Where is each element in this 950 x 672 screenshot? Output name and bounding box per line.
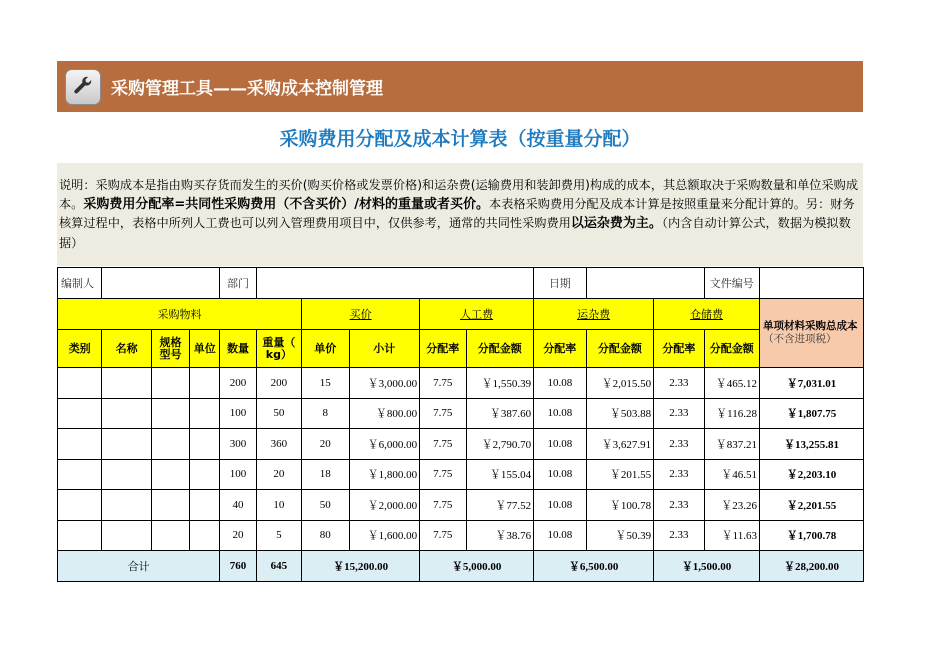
col-labor-rate: 分配率 — [420, 330, 466, 368]
cell-spec[interactable] — [151, 368, 189, 399]
totals-grand: ￥28,200.00 — [760, 551, 864, 582]
cell-unit[interactable] — [190, 520, 220, 551]
cell-spec[interactable] — [151, 490, 189, 521]
cell-freight-amount: ￥3,627.91 — [586, 429, 654, 460]
cell-unit[interactable] — [190, 398, 220, 429]
cell-spec[interactable] — [151, 398, 189, 429]
cell-freight-amount: ￥503.88 — [586, 398, 654, 429]
cell-subtotal: ￥1,800.00 — [349, 459, 420, 490]
cost-table — [57, 267, 864, 582]
cell-weight[interactable]: 50 — [256, 398, 301, 429]
wrench-glyph — [72, 76, 94, 98]
dept-label: 部门 — [220, 268, 256, 299]
totals-row — [58, 551, 864, 582]
col-subtotal: 小计 — [349, 330, 420, 368]
cell-storage-rate: 2.33 — [654, 490, 704, 521]
file-no-label: 文件编号 — [704, 268, 759, 299]
description-text-1: 说明：采购成本是指由购买存货而发生的买价(购买价格或发票价格)和运杂费(运输费用和装卸费用)构成的成本，其总额取决于采购数量和单位采购成本。 — [59, 178, 859, 211]
cell-subtotal: ￥1,600.00 — [349, 520, 420, 551]
col-storage-rate: 分配率 — [654, 330, 704, 368]
totals-price: ￥15,200.00 — [302, 551, 420, 582]
cell-unit[interactable] — [190, 368, 220, 399]
cell-labor-amount: ￥1,550.39 — [466, 368, 534, 399]
table-row — [58, 490, 864, 521]
cell-total: ￥1,807.75 — [760, 398, 864, 429]
table-row — [58, 398, 864, 429]
cell-unit-price[interactable]: 8 — [302, 398, 349, 429]
cell-storage-amount: ￥837.21 — [704, 429, 759, 460]
cell-labor-rate: 7.75 — [420, 368, 466, 399]
cell-qty[interactable]: 200 — [220, 368, 256, 399]
cell-total: ￥13,255.81 — [760, 429, 864, 460]
header-storage: 仓储费 — [654, 299, 760, 330]
banner-title: 采购管理工具——采购成本控制管理 — [111, 79, 383, 99]
cell-freight-rate: 10.08 — [534, 398, 586, 429]
col-unit: 单位 — [190, 330, 220, 368]
cell-storage-amount: ￥11.63 — [704, 520, 759, 551]
cell-name[interactable] — [102, 490, 151, 521]
cell-unit-price[interactable]: 20 — [302, 429, 349, 460]
cell-storage-rate: 2.33 — [654, 520, 704, 551]
col-freight-rate: 分配率 — [534, 330, 586, 368]
description-text-2: 本表格采购费用分配及成本计算是按照重量来分配计算的。另：财务核算过程中，表格中所列人工费也可以列入管理费用项目中，仅供参考，通常的共同性采购费用 — [59, 196, 855, 230]
cell-freight-amount: ￥201.55 — [586, 459, 654, 490]
totals-storage: ￥1,500.00 — [654, 551, 760, 582]
cell-subtotal: ￥6,000.00 — [349, 429, 420, 460]
table-row — [58, 429, 864, 460]
cell-qty[interactable]: 20 — [220, 520, 256, 551]
col-freight-amount: 分配金额 — [586, 330, 654, 368]
description-box — [57, 163, 863, 266]
cell-name[interactable] — [102, 520, 151, 551]
col-labor-amount: 分配金额 — [466, 330, 534, 368]
cell-unit[interactable] — [190, 429, 220, 460]
header-row-2 — [58, 330, 864, 368]
cell-unit-price[interactable]: 15 — [302, 368, 349, 399]
cell-freight-rate: 10.08 — [534, 459, 586, 490]
cell-storage-rate: 2.33 — [654, 368, 704, 399]
table-row — [58, 459, 864, 490]
date-label: 日期 — [534, 268, 586, 299]
totals-label: 合计 — [58, 551, 220, 582]
cell-category[interactable] — [58, 490, 102, 521]
description-formula: 采购费用分配率=共同性采购费用（不含买价）/材料的重量或者买价。 — [83, 196, 490, 212]
cell-qty[interactable]: 40 — [220, 490, 256, 521]
cell-unit-price[interactable]: 18 — [302, 459, 349, 490]
cell-storage-amount: ￥46.51 — [704, 459, 759, 490]
col-name: 名称 — [102, 330, 151, 368]
cell-subtotal: ￥800.00 — [349, 398, 420, 429]
header-price: 买价 — [302, 299, 420, 330]
cell-name[interactable] — [102, 398, 151, 429]
cell-weight[interactable]: 10 — [256, 490, 301, 521]
cell-name[interactable] — [102, 429, 151, 460]
cell-freight-rate: 10.08 — [534, 520, 586, 551]
cell-weight[interactable]: 200 — [256, 368, 301, 399]
cell-labor-rate: 7.75 — [420, 490, 466, 521]
cell-weight[interactable]: 20 — [256, 459, 301, 490]
cell-unit-price[interactable]: 80 — [302, 520, 349, 551]
cell-labor-rate: 7.75 — [420, 520, 466, 551]
cell-freight-rate: 10.08 — [534, 429, 586, 460]
preparer-label: 编制人 — [58, 268, 102, 299]
header-row-1 — [58, 299, 864, 330]
cell-labor-amount: ￥77.52 — [466, 490, 534, 521]
cell-spec[interactable] — [151, 429, 189, 460]
cell-weight[interactable]: 5 — [256, 520, 301, 551]
totals-weight: 645 — [256, 551, 301, 582]
header-banner — [57, 61, 863, 112]
cell-category[interactable] — [58, 398, 102, 429]
cell-name[interactable] — [102, 459, 151, 490]
page-title: 采购费用分配及成本计算表（按重量分配） — [279, 128, 641, 150]
cell-labor-amount: ￥38.76 — [466, 520, 534, 551]
totals-freight: ￥6,500.00 — [534, 551, 654, 582]
cell-storage-amount: ￥465.12 — [704, 368, 759, 399]
header-materials: 采购物料 — [58, 299, 302, 330]
info-row — [58, 268, 864, 299]
cell-freight-amount: ￥2,015.50 — [586, 368, 654, 399]
cell-category[interactable] — [58, 368, 102, 399]
header-unit-total: 单项材料采购总成本（不含进项税） — [760, 299, 864, 368]
cell-name[interactable] — [102, 368, 151, 399]
cell-storage-rate: 2.33 — [654, 459, 704, 490]
cell-freight-amount: ￥50.39 — [586, 520, 654, 551]
cell-freight-rate: 10.08 — [534, 368, 586, 399]
cell-qty[interactable]: 300 — [220, 429, 256, 460]
cell-weight[interactable]: 360 — [256, 429, 301, 460]
col-unit-price: 单价 — [302, 330, 349, 368]
cell-labor-rate: 7.75 — [420, 429, 466, 460]
cell-qty[interactable]: 100 — [220, 398, 256, 429]
cell-subtotal: ￥3,000.00 — [349, 368, 420, 399]
cell-labor-amount: ￥155.04 — [466, 459, 534, 490]
cell-freight-rate: 10.08 — [534, 490, 586, 521]
cell-storage-amount: ￥116.28 — [704, 398, 759, 429]
col-weight: 重量（ kg） — [256, 330, 301, 368]
cell-category[interactable] — [58, 459, 102, 490]
cell-qty[interactable]: 100 — [220, 459, 256, 490]
dept-field[interactable] — [256, 268, 533, 299]
cell-labor-rate: 7.75 — [420, 398, 466, 429]
cell-storage-rate: 2.33 — [654, 429, 704, 460]
cell-spec[interactable] — [151, 459, 189, 490]
date-field[interactable] — [586, 268, 704, 299]
cell-labor-amount: ￥2,790.70 — [466, 429, 534, 460]
description-emphasis: 以运杂费为主。 — [570, 216, 662, 231]
cell-total: ￥2,203.10 — [760, 459, 864, 490]
file-no-field[interactable] — [760, 268, 864, 299]
header-labor: 人工费 — [420, 299, 534, 330]
col-category: 类别 — [58, 330, 102, 368]
cell-labor-amount: ￥387.60 — [466, 398, 534, 429]
totals-qty: 760 — [220, 551, 256, 582]
cell-category[interactable] — [58, 429, 102, 460]
cell-category[interactable] — [58, 520, 102, 551]
wrench-icon — [65, 69, 101, 105]
header-freight: 运杂费 — [534, 299, 654, 330]
cell-freight-amount: ￥100.78 — [586, 490, 654, 521]
description-note: （内含自动计算公式，数据为模拟数据） — [59, 216, 851, 250]
cell-spec[interactable] — [151, 520, 189, 551]
totals-labor: ￥5,000.00 — [420, 551, 534, 582]
preparer-field[interactable] — [102, 268, 220, 299]
cell-storage-amount: ￥23.26 — [704, 490, 759, 521]
col-spec: 规格 型号 — [151, 330, 189, 368]
cell-total: ￥2,201.55 — [760, 490, 864, 521]
cell-storage-rate: 2.33 — [654, 398, 704, 429]
cell-unit[interactable] — [190, 490, 220, 521]
table-row — [58, 368, 864, 399]
cell-unit[interactable] — [190, 459, 220, 490]
cell-labor-rate: 7.75 — [420, 459, 466, 490]
cell-total: ￥1,700.78 — [760, 520, 864, 551]
table-row — [58, 520, 864, 551]
col-storage-amount: 分配金额 — [704, 330, 759, 368]
cell-subtotal: ￥2,000.00 — [349, 490, 420, 521]
cell-unit-price[interactable]: 50 — [302, 490, 349, 521]
col-qty: 数量 — [220, 330, 256, 368]
cell-total: ￥7,031.01 — [760, 368, 864, 399]
